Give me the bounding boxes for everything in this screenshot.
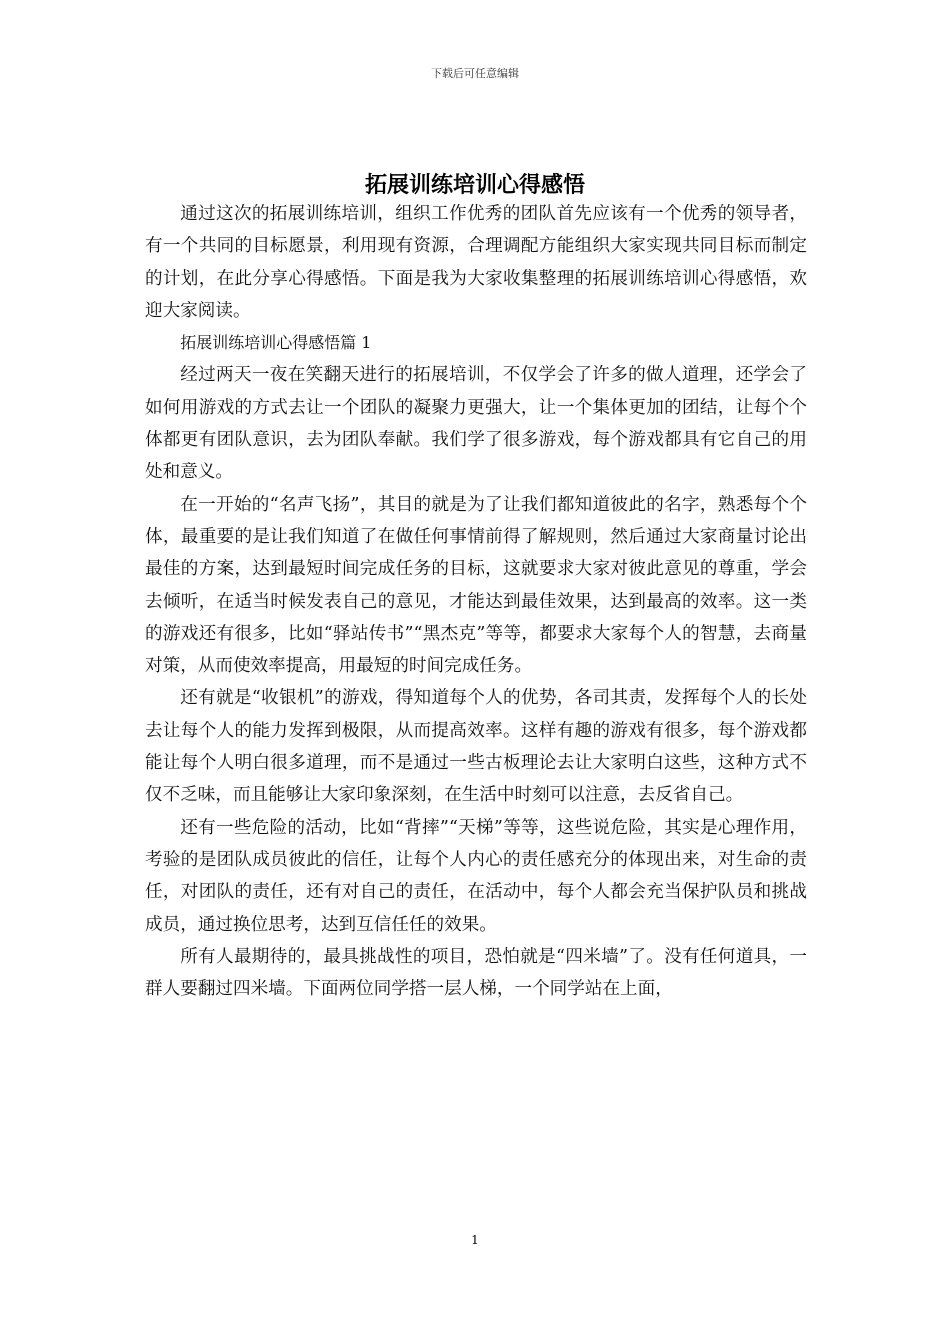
document-title: 拓展训练培训心得感悟 — [364, 171, 585, 198]
body-paragraph-1: 经过两天一夜在笑翻天进行的拓展培训，不仅学会了许多的做人道理，还学会了如何用游戏的方式去让一个团队的凝聚力更强大，让一个集体更加的团结，让每个个体都更有团队意识，去为团队奉献。我们学了很多游戏，每个游戏都具有它自己的用处和意义。 — [145, 365, 807, 483]
body-paragraph-2: 在一开始的“名声飞扬”，其目的就是为了让我们都知道彼此的名字，熟悉每个个体，最重要的是让我们知道了在做任何事情前得了解规则，然后通过大家商量讨论出最佳的方案，达到最短时间完成任务的目标，这就要求大家对彼此意见的尊重，学会去倾听，在适当时候发表自己的意见，才能达到最佳效果，达到最高的效率。这一类的游戏还有很多，比如“驿站传书”“黑杰克”等等，都要求大家每个人的智慧，去商量对策，从而使效率提高，用最短的时间完成任务。 — [145, 494, 807, 677]
body-paragraph-4: 还有一些危险的活动，比如“背摔”“天梯”等等，这些说危险，其实是心理作用，考验的是团队成员彼此的信任，让每个人内心的责任感充分的体现出来，对生命的责任，对团队的责任，还有对自己的责任，在活动中，每个人都会充当保护队员和挑战成员，通过换位思考，达到互信任任的效果。 — [145, 817, 807, 935]
page-number: 1 — [471, 1233, 479, 1247]
document-body — [145, 198, 807, 1005]
section-heading: 拓展训练培训心得感悟篇 1 — [180, 333, 372, 353]
intro-paragraph: 通过这次的拓展训练培训，组织工作优秀的团队首先应该有一个优秀的领导者，有一个共同的目标愿景，利用现有资源，合理调配方能组织大家实现共同目标而制定的计划，在此分享心得感悟。下面是我为大家收集整理的拓展训练培训心得感悟，欢迎大家阅读。 — [145, 204, 807, 321]
body-paragraph-5: 所有人最期待的，最具挑战性的项目，恐怕就是“四米墙”了。没有任何道具，一群人要翻过四米墙。下面两位同学搭一层人梯，一个同学站在上面， — [145, 946, 807, 1000]
header-note: 下载后可任意编辑 — [431, 67, 519, 80]
body-paragraph-3: 还有就是“收银机”的游戏，得知道每个人的优势，各司其责，发挥每个人的长处去让每个人的能力发挥到极限，从而提高效率。这样有趣的游戏有很多，每个游戏都能让每个人明白很多道理，而不是通过一些古板理论去让大家明白这些，这种方式不仅不乏味，而且能够让大家印象深刻，在生活中时刻可以注意，去反省自己。 — [145, 688, 807, 806]
